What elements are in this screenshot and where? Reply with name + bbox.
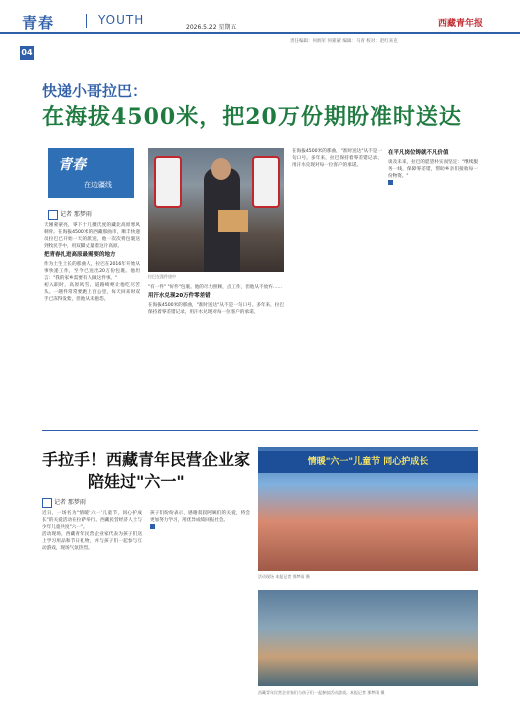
paragraph: "有一件" "好件"包裹。他的尽力照顾，点工作，但他从不放弃……: [148, 285, 282, 290]
byline-box-icon: [48, 210, 58, 220]
paragraph: 孩子们纷纷表示，感谢叔叔阿姨们的关爱，将会更加努力学习，用优异成绩回报社会。: [150, 511, 250, 523]
article2-column-1: [42, 510, 142, 690]
paragraph: 谈及未来，拉巴的愿望朴实而坚定："继续服务一线，保障零差错，帮助乡亲们接收每一份物资。": [388, 160, 478, 179]
paragraph: 近日，一场名为"情暖'六一'儿童节，同心护成长"的关爱活动在拉萨举行。西藏民营经济人士与少年儿童共度"六一"。: [42, 511, 142, 530]
paragraph: 活动现场，西藏青年民营企业家代表为孩子们送上学习用品和节日礼物，并与孩子们一起参与互动游戏，现场气氛热烈。: [42, 532, 142, 551]
article-column-4: [388, 148, 478, 424]
event-photo-caption: 活动现场 本报记者 那梦雨 摄: [258, 574, 310, 579]
event-photo: [258, 447, 478, 571]
page-number: 04: [20, 46, 34, 60]
section-rule: [42, 430, 478, 431]
article-kicker: 快递小哥拉巴：: [42, 82, 148, 100]
endmark-icon: [388, 180, 393, 185]
issue-date: 2026.5.22 星期五: [186, 24, 237, 31]
column-subtitle: 在边疆线: [84, 181, 112, 189]
paragraph: 在海拔4500米的那曲，"准时送达"从不是一句口号。多年来，拉巴保持着零差错记录，用汗水兑现对每一位客户的承诺。: [148, 303, 284, 315]
paragraph: 在海拔4500米的那曲，"准时送达"从不是一句口号。多年来，拉巴保持着零差错记录，用汗水兑现对每一位客户的承诺。: [292, 149, 382, 168]
byline-text: 记者 那梦雨: [60, 211, 92, 218]
paragraph: 天刚蒙蒙亮，零下十几摄氏度的藏北高原寒风刺骨。在海拔4500米的西藏那曲市，顺丰快递员拉巴已开始一天的派送，他一次次将包裹送到牧民手中，用双脚丈量着这片高原。: [44, 223, 140, 249]
article2-column-2: [150, 510, 250, 690]
paragraph: 初入职时，高原风雪、道路崎岖让他吃尽苦头。一趟件常常要跑上百公里，每天回来时双手已冻得发紫，但他从未抱怨。: [44, 283, 140, 302]
courier-head: [211, 158, 231, 180]
section-title-en: YOUTH: [98, 13, 145, 27]
article-column-2: [148, 284, 284, 424]
photo-caption: 拉巴在派件途中: [148, 274, 176, 279]
column-banner-icon: [48, 148, 134, 198]
column-name: 青春: [58, 157, 86, 173]
article2-byline: [42, 497, 86, 508]
event-photo-2-caption: 西藏青年民营企业家们与孩子们一起参加活动游戏。本报记者 那梦雨 摄: [258, 690, 385, 695]
subheading: 用汗水兑现20万件零差错: [148, 293, 211, 299]
event-banner: 情暖"六一"儿童节 同心护成长: [258, 451, 478, 473]
newspaper-logo: 西藏青年报: [438, 19, 484, 29]
article-byline: [48, 209, 92, 220]
endmark-icon: [150, 524, 155, 529]
parcel: [218, 210, 248, 232]
article-title: 在海拔4500米，把20万份期盼准时送达: [42, 104, 462, 130]
sf-sign: [252, 156, 280, 208]
article-column-1: [44, 222, 140, 422]
editor-credits: 责任编辑：何炳军 何蒙蒙 编辑：马青 校对：赵红来克: [290, 39, 398, 44]
byline-box-icon: [42, 498, 52, 508]
article-column-3: [292, 148, 382, 424]
subheading: 把青春扎进高原最需要的地方: [44, 252, 116, 258]
paragraph: 作为土生土长的那曲人，拉巴在2016年开始从事快递工作，至今已送出20万份包裹。他坦言："我的家乡需要有人做这件事。": [44, 262, 140, 281]
event-photo-2: [258, 590, 478, 686]
section-divider: [86, 14, 87, 28]
article2-title-line2: 陪娃过"六一": [88, 472, 185, 491]
article2-title-line1: 手拉手！西藏青年民营企业家: [42, 450, 251, 469]
subheading: 在平凡岗位铸就不凡价值: [388, 150, 449, 156]
section-title: 青春: [22, 14, 55, 32]
courier-photo: [148, 148, 284, 272]
header-rule: [0, 32, 520, 34]
byline-text: 记者 那梦雨: [54, 499, 86, 506]
sf-sign: [154, 156, 182, 208]
